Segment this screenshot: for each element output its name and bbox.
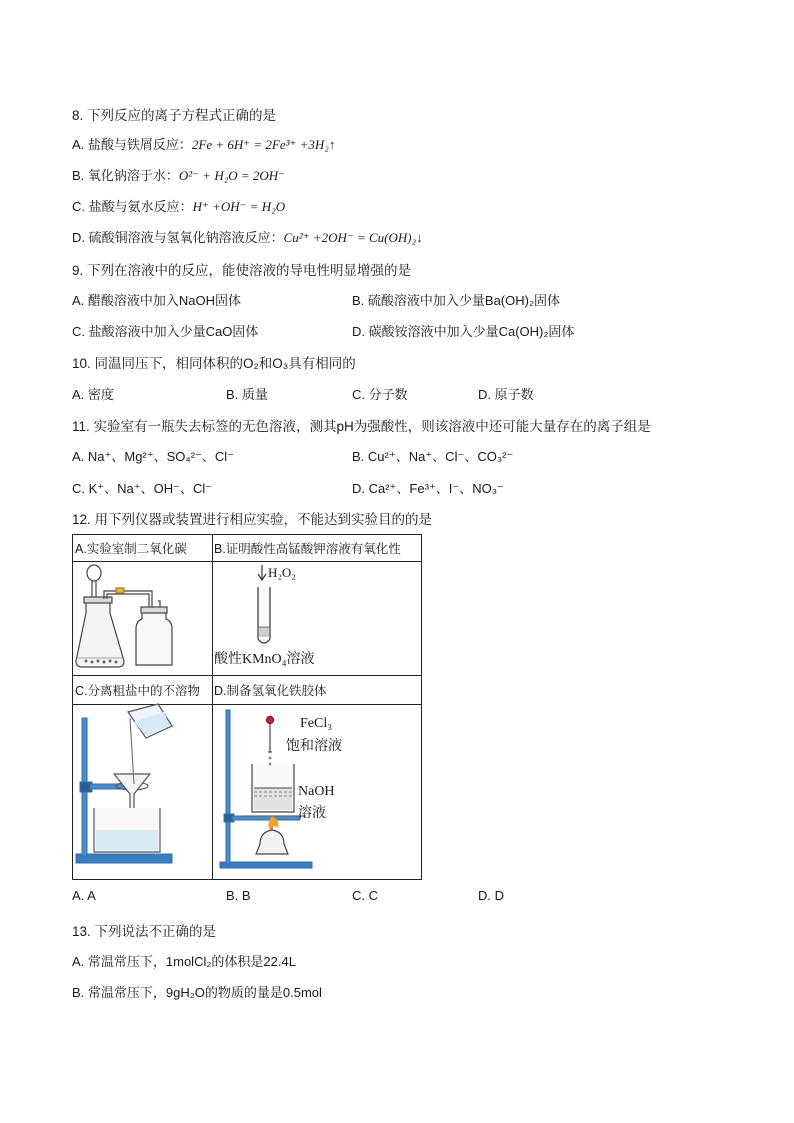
cell-a-title: A.实验室制二氧化碳 bbox=[75, 542, 187, 556]
q12-option-b: B. B bbox=[226, 888, 251, 903]
q10-option-a: A. 密度 bbox=[72, 387, 114, 402]
q11-option-d: D. Ca²⁺、Fe³⁺、I⁻、NO₃⁻ bbox=[352, 481, 504, 496]
q13-option-a: A. 常温常压下，1molCl₂的体积是22.4L bbox=[72, 954, 296, 969]
q10-option-c: C. 分子数 bbox=[352, 387, 408, 402]
q9-option-c: C. 盐酸溶液中加入少量CaO固体 bbox=[72, 324, 259, 339]
q9-option-d: D. 碳酸铵溶液中加入少量Ca(OH)₂固体 bbox=[352, 324, 575, 339]
q10-option-b: B. 质量 bbox=[226, 387, 268, 402]
q11-option-c: C. K⁺、Na⁺、OH⁻、Cl⁻ bbox=[72, 481, 213, 496]
cell-c-title: C.分离粗盐中的不溶物 bbox=[75, 684, 201, 698]
q12-stem: 12. 用下列仪器或装置进行相应实验，不能达到实验目的的是 bbox=[72, 512, 433, 527]
label-naoh-solution: 溶液 bbox=[298, 806, 326, 821]
q11-option-a: A. Na⁺、Mg²⁺、SO₄²⁻、Cl⁻ bbox=[72, 449, 235, 464]
label-saturated-solution: 饱和溶液 bbox=[286, 739, 342, 754]
q8-c-equation: H⁺ +OH⁻ = H₂O bbox=[192, 199, 286, 214]
q8-option-a: A. 盐酸与铁屑反应：2Fe + 6H⁺ = 2Fe³⁺ +3H₂↑ bbox=[72, 137, 336, 152]
q8-b-equation: O²⁻ + H₂O = 2OH⁻ bbox=[178, 168, 286, 183]
q8-stem: 8. 下列反应的离子方程式正确的是 bbox=[72, 108, 277, 123]
label-fecl3: FeCl₃ bbox=[300, 716, 333, 731]
q8-a-equation: 2Fe + 6H⁺ = 2Fe³⁺ +3H₂↑ bbox=[191, 137, 336, 152]
q10-stem: 10. 同温同压下，相同体积的O₂和O₃具有相同的 bbox=[72, 356, 356, 371]
q9-option-a: A. 醋酸溶液中加入NaOH固体 bbox=[72, 293, 242, 308]
label-h2o2: H₂O₂ bbox=[268, 565, 296, 580]
q8-option-b: B. 氧化钠溶于水：O²⁻ + H₂O = 2OH⁻ bbox=[72, 168, 286, 183]
q11-stem: 11. 实验室有一瓶失去标签的无色溶液，测其pH为强酸性，则该溶液中还可能大量存在的离子组是 bbox=[72, 419, 651, 434]
q12-option-a: A. A bbox=[72, 888, 96, 903]
q9-stem: 9. 下列在溶液中的反应，能使溶液的导电性明显增强的是 bbox=[72, 263, 412, 278]
q12-option-d: D. D bbox=[478, 888, 504, 903]
label-naoh: NaOH bbox=[298, 784, 335, 799]
q8-option-c: C. 盐酸与氨水反应：H⁺ +OH⁻ = H₂O bbox=[72, 199, 286, 214]
cell-b-title: B.证明酸性高锰酸钾溶液有氧化性 bbox=[214, 542, 401, 556]
q8-d-equation: Cu²⁺ +2OH⁻ = Cu(OH)₂↓ bbox=[283, 230, 423, 245]
cell-d-title: D.制备氢氧化铁胶体 bbox=[214, 684, 327, 698]
label-kmno4: 酸性KMnO₄溶液 bbox=[214, 652, 315, 667]
co2-apparatus-illustration bbox=[72, 561, 213, 676]
q13-stem: 13. 下列说法不正确的是 bbox=[72, 924, 217, 939]
q12-option-c: C. C bbox=[352, 888, 378, 903]
q10-option-d: D. 原子数 bbox=[478, 387, 534, 402]
q13-option-b: B. 常温常压下，9gH₂O的物质的量是0.5mol bbox=[72, 985, 322, 1000]
q8-option-d: D. 硫酸铜溶液与氢氧化钠溶液反应：Cu²⁺ +2OH⁻ = Cu(OH)₂↓ bbox=[72, 230, 423, 245]
q11-option-b: B. Cu²⁺、Na⁺、Cl⁻、CO₃²⁻ bbox=[352, 449, 514, 464]
filtration-illustration bbox=[72, 704, 213, 880]
q9-option-b: B. 硫酸溶液中加入少量Ba(OH)₂固体 bbox=[352, 293, 561, 308]
